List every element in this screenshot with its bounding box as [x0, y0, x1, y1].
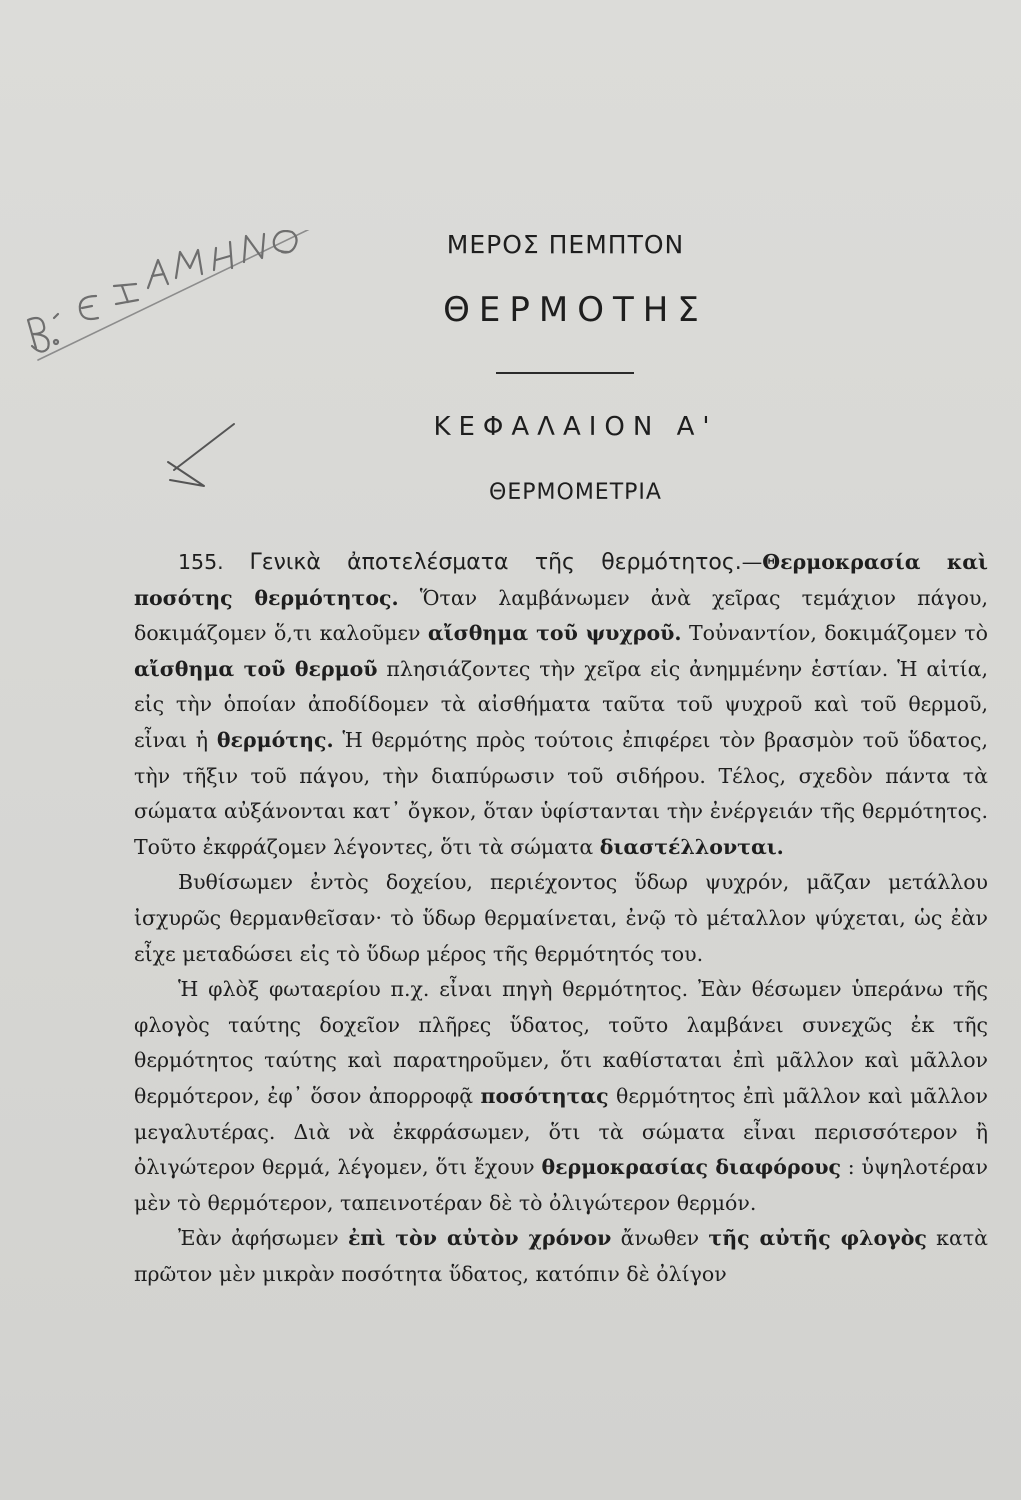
text-run: θερμότητος ἐπὶ μᾶλλον καὶ μᾶλλον μεγαλυτέρας. Διὰ νὰ ἐκφράσωμεν, ὅτι τὰ σώματα εἶναι περισσότερον ἢ ὀλιγώτερον θερμά, λέγομεν, ὅτι ἔχουν [134, 1083, 988, 1180]
bold-term: ἐπὶ τὸν αὐτὸν χρόνον [347, 1226, 612, 1251]
bold-term: αἴσθημα τοῦ ψυχροῦ. [427, 621, 682, 646]
bold-term: Θερμοκρασία καὶ ποσότης θερμότητος. [134, 550, 988, 610]
bold-term: θερμοκρασίας διαφόρους [541, 1155, 841, 1180]
part-heading: ΜΕΡΟΣ ΠΕΜΠΤΟΝ [446, 230, 685, 259]
bold-term: θερμότης. [216, 727, 334, 752]
horizontal-rule [496, 372, 634, 374]
part-title: ΘΕΡΜΟΤΗΣ [443, 290, 708, 330]
paragraph-155 [134, 545, 988, 865]
paragraph-title: Γενικὰ ἀποτελέσματα τῆς θερμότητος. [249, 550, 742, 575]
text-run: κατὰ πρῶτον μὲν μικρὰν ποσότητα ὕδατος, κατόπιν δὲ ὀλίγον [134, 1226, 989, 1286]
text-run: Ἐὰν ἀφήσωμεν [178, 1226, 348, 1251]
text-run: Ὅταν λαμβάνωμεν ἀνὰ χεῖρας τεμάχιον πάγου, δοκιμάζομεν ὅ,τι καλοῦμεν [134, 585, 988, 646]
body-text [134, 545, 988, 1292]
title-dash: — [741, 550, 763, 574]
text-run: ἄνωθεν [611, 1226, 709, 1251]
paragraph-number: 155. [178, 550, 224, 574]
text-run: : ὑψηλοτέραν μὲν τὸ θερμότερον, ταπεινοτέραν δὲ τὸ ὀλιγώτερον θερμόν. [134, 1155, 988, 1215]
text-run: Τοὐναντίον, δοκιμάζομεν τὸ [681, 621, 988, 646]
bold-term: αἴσθημα τοῦ θερμοῦ [134, 656, 378, 681]
text-run: Ἡ φλὸξ φωταερίου π.χ. εἶναι πηγὴ θερμότητος. Ἐὰν θέσωμεν ὑπεράνω τῆς φλογὸς ταύτης δοχεῖον πλῆρες ὕδατος, τοῦτο λαμβάνει συνεχῶς ἐκ τῆς θερμότητος ταύτης καὶ παρατηροῦμεν, ὅτι καθίσταται ἐπὶ μᾶλλον καὶ μᾶλλον θερμότερον, ἐφ᾿ ὅσον ἀπορροφᾷ [134, 977, 988, 1108]
section-heading: ΘΕΡΜΟΜΕΤΡΙΑ [489, 480, 662, 505]
text-run: πλησιάζοντες τὴν χεῖρα εἰς ἀνημμένην ἑστίαν. Ἡ αἰτία, εἰς τὴν ὁποίαν ἀποδίδομεν τὰ αἰσθήματα ταῦτα τοῦ ψυχροῦ καὶ τοῦ θερμοῦ, εἶναι ἡ [134, 656, 988, 752]
bold-term: διαστέλλονται. [599, 834, 784, 859]
bold-term: ποσότητας [480, 1083, 609, 1108]
paragraph-2: Βυθίσωμεν ἐντὸς δοχείου, περιέχοντος ὕδωρ ψυχρόν, μᾶζαν μετάλλου ἰσχυρῶς θερμανθεῖσαν· τὸ ὕδωρ θερμαίνεται, ἐνῷ τὸ μέταλλον ψύχεται, ὡς ἐὰν εἶχε μεταδώσει εἰς τὸ ὕδωρ μέρος τῆς θερμότητός του. [134, 870, 988, 966]
chapter-heading: ΚΕΦΑΛΑΙΟΝ Α' [433, 412, 718, 442]
text-run: Ἡ θερμότης πρὸς τούτοις ἐπιφέρει τὸν βρασμὸν τοῦ ὕδατος, τὴν τῆξιν τοῦ πάγου, τὴν διαπύρωσιν τοῦ σιδήρου. Τέλος, σχεδὸν πάντα τὰ σώματα αὐξάνονται κατ᾿ ὄγκον, ὅταν ὑφίστανται τὴν ἐνέργειάν τῆς θερμότητος. Τοῦτο ἐκφράζομεν λέγοντες, ὅτι τὰ σώματα [134, 727, 988, 859]
paragraph-4 [134, 1221, 988, 1292]
paragraph-3 [134, 972, 988, 1221]
bold-term: τῆς αὐτῆς φλογὸς [708, 1226, 927, 1251]
